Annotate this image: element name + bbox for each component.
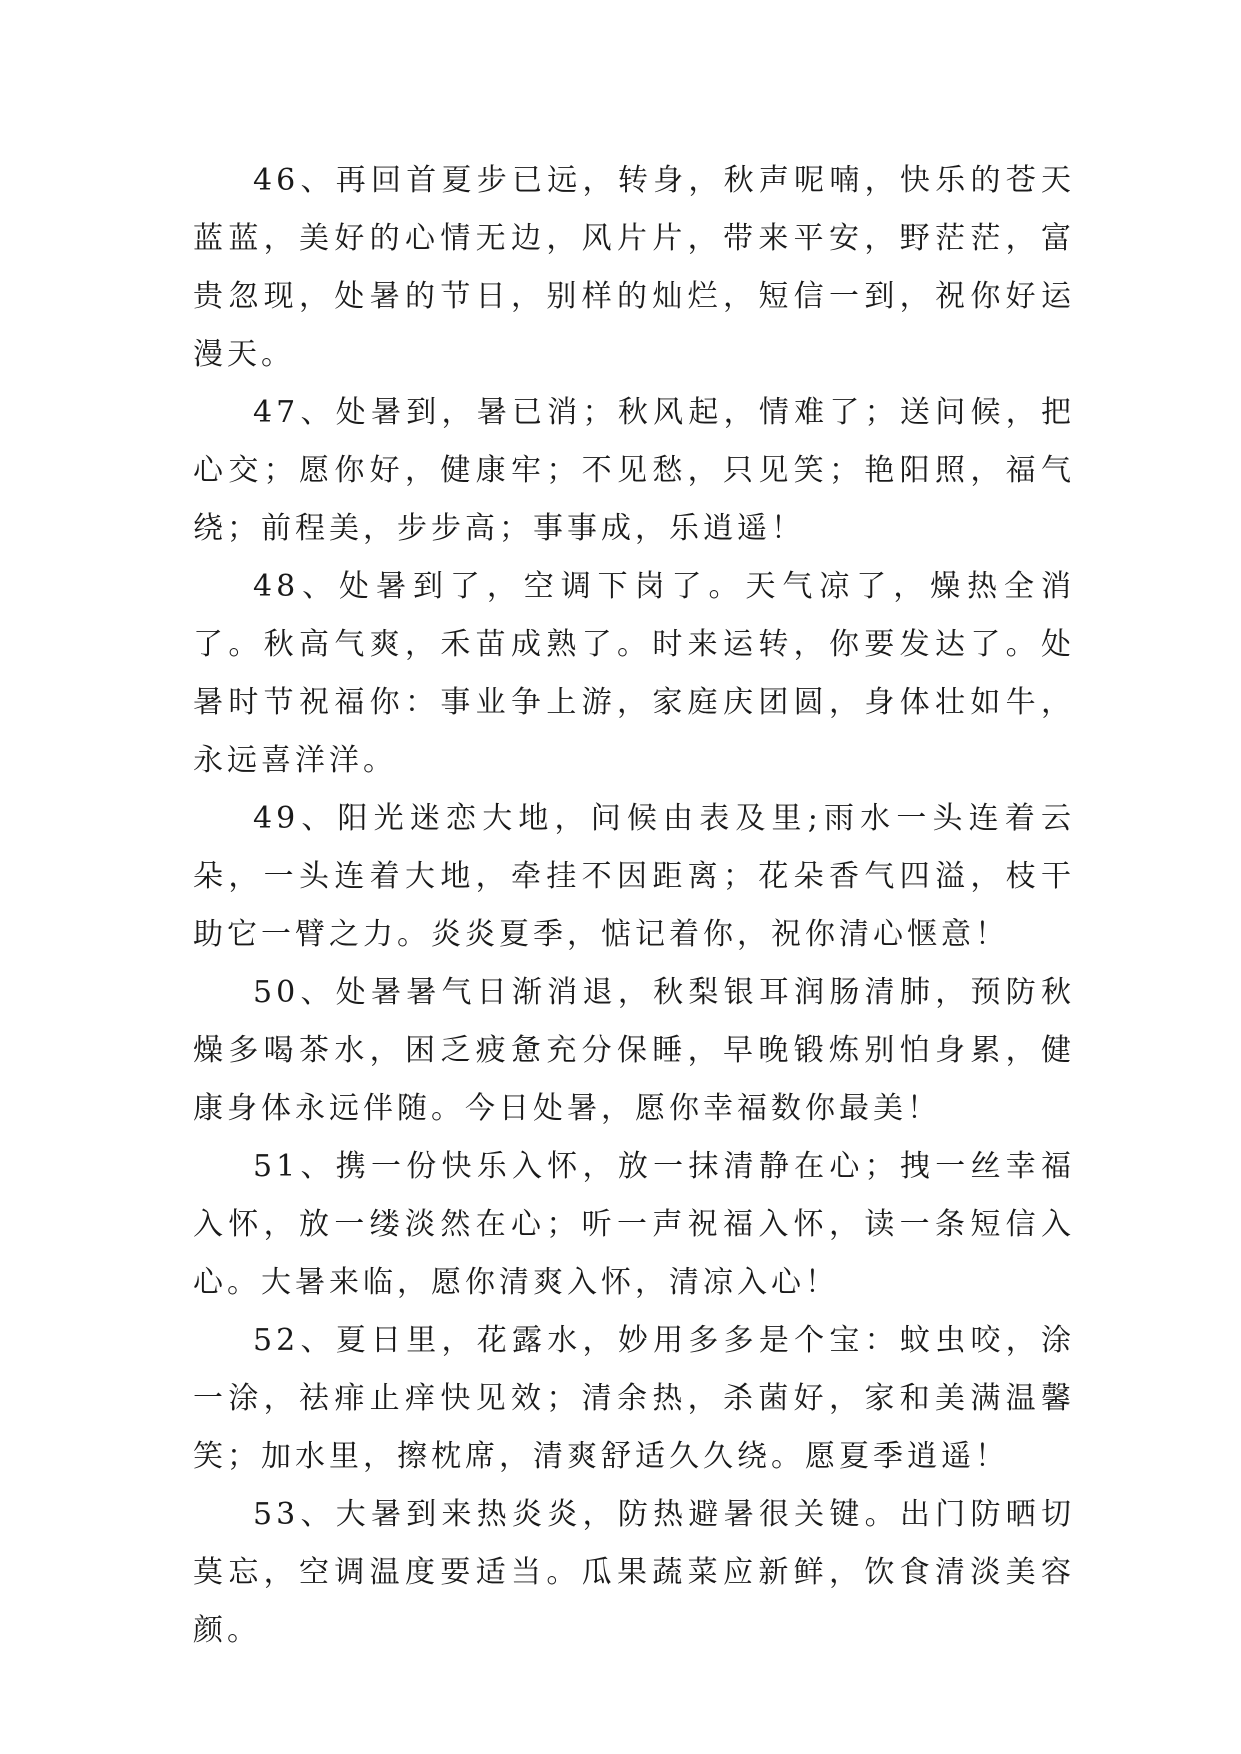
paragraph-50: 50、处暑暑气日渐消退，秋梨银耳润肠清肺，预防秋燥多喝茶水，困乏疲惫充分保睡，早晚锻炼别怕身累，健康身体永远伴随。今日处暑，愿你幸福数你最美！ xyxy=(193,975,1075,1126)
paragraph-53: 53、大暑到来热炎炎，防热避暑很关键。出门防晒切莫忘，空调温度要适当。瓜果蔬菜应新鲜，饮食清淡美容颜。 xyxy=(193,1497,1075,1648)
paragraph-46: 46、再回首夏步已远，转身，秋声呢喃，快乐的苍天蓝蓝，美好的心情无边，风片片，带来平安，野茫茫，富贵忽现，处暑的节日，别样的灿烂，短信一到，祝你好运漫天。 xyxy=(193,163,1075,372)
paragraph-47: 47、处暑到，暑已消；秋风起，情难了；送问候，把心交；愿你好，健康牢；不见愁，只见笑；艳阳照，福气绕；前程美，步步高；事事成，乐逍遥！ xyxy=(193,395,1075,546)
paragraph-52: 52、夏日里，花露水，妙用多多是个宝：蚊虫咬，涂一涂，祛痱止痒快见效；清余热，杀菌好，家和美满温馨笑；加水里，擦枕席，清爽舒适久久绕。愿夏季逍遥！ xyxy=(193,1323,1075,1474)
document-body xyxy=(193,152,1075,1660)
paragraph-49: 49、阳光迷恋大地，问候由表及里;雨水一头连着云朵，一头连着大地，牵挂不因距离；花朵香气四溢，枝干助它一臂之力。炎炎夏季，惦记着你，祝你清心惬意！ xyxy=(193,801,1075,952)
paragraph-51: 51、携一份快乐入怀，放一抹清静在心；拽一丝幸福入怀，放一缕淡然在心；听一声祝福入怀，读一条短信入心。大暑来临，愿你清爽入怀，清凉入心！ xyxy=(193,1149,1075,1300)
paragraph-48: 48、处暑到了，空调下岗了。天气凉了，燥热全消了。秋高气爽，禾苗成熟了。时来运转，你要发达了。处暑时节祝福你：事业争上游，家庭庆团圆，身体壮如牛，永远喜洋洋。 xyxy=(193,569,1075,778)
